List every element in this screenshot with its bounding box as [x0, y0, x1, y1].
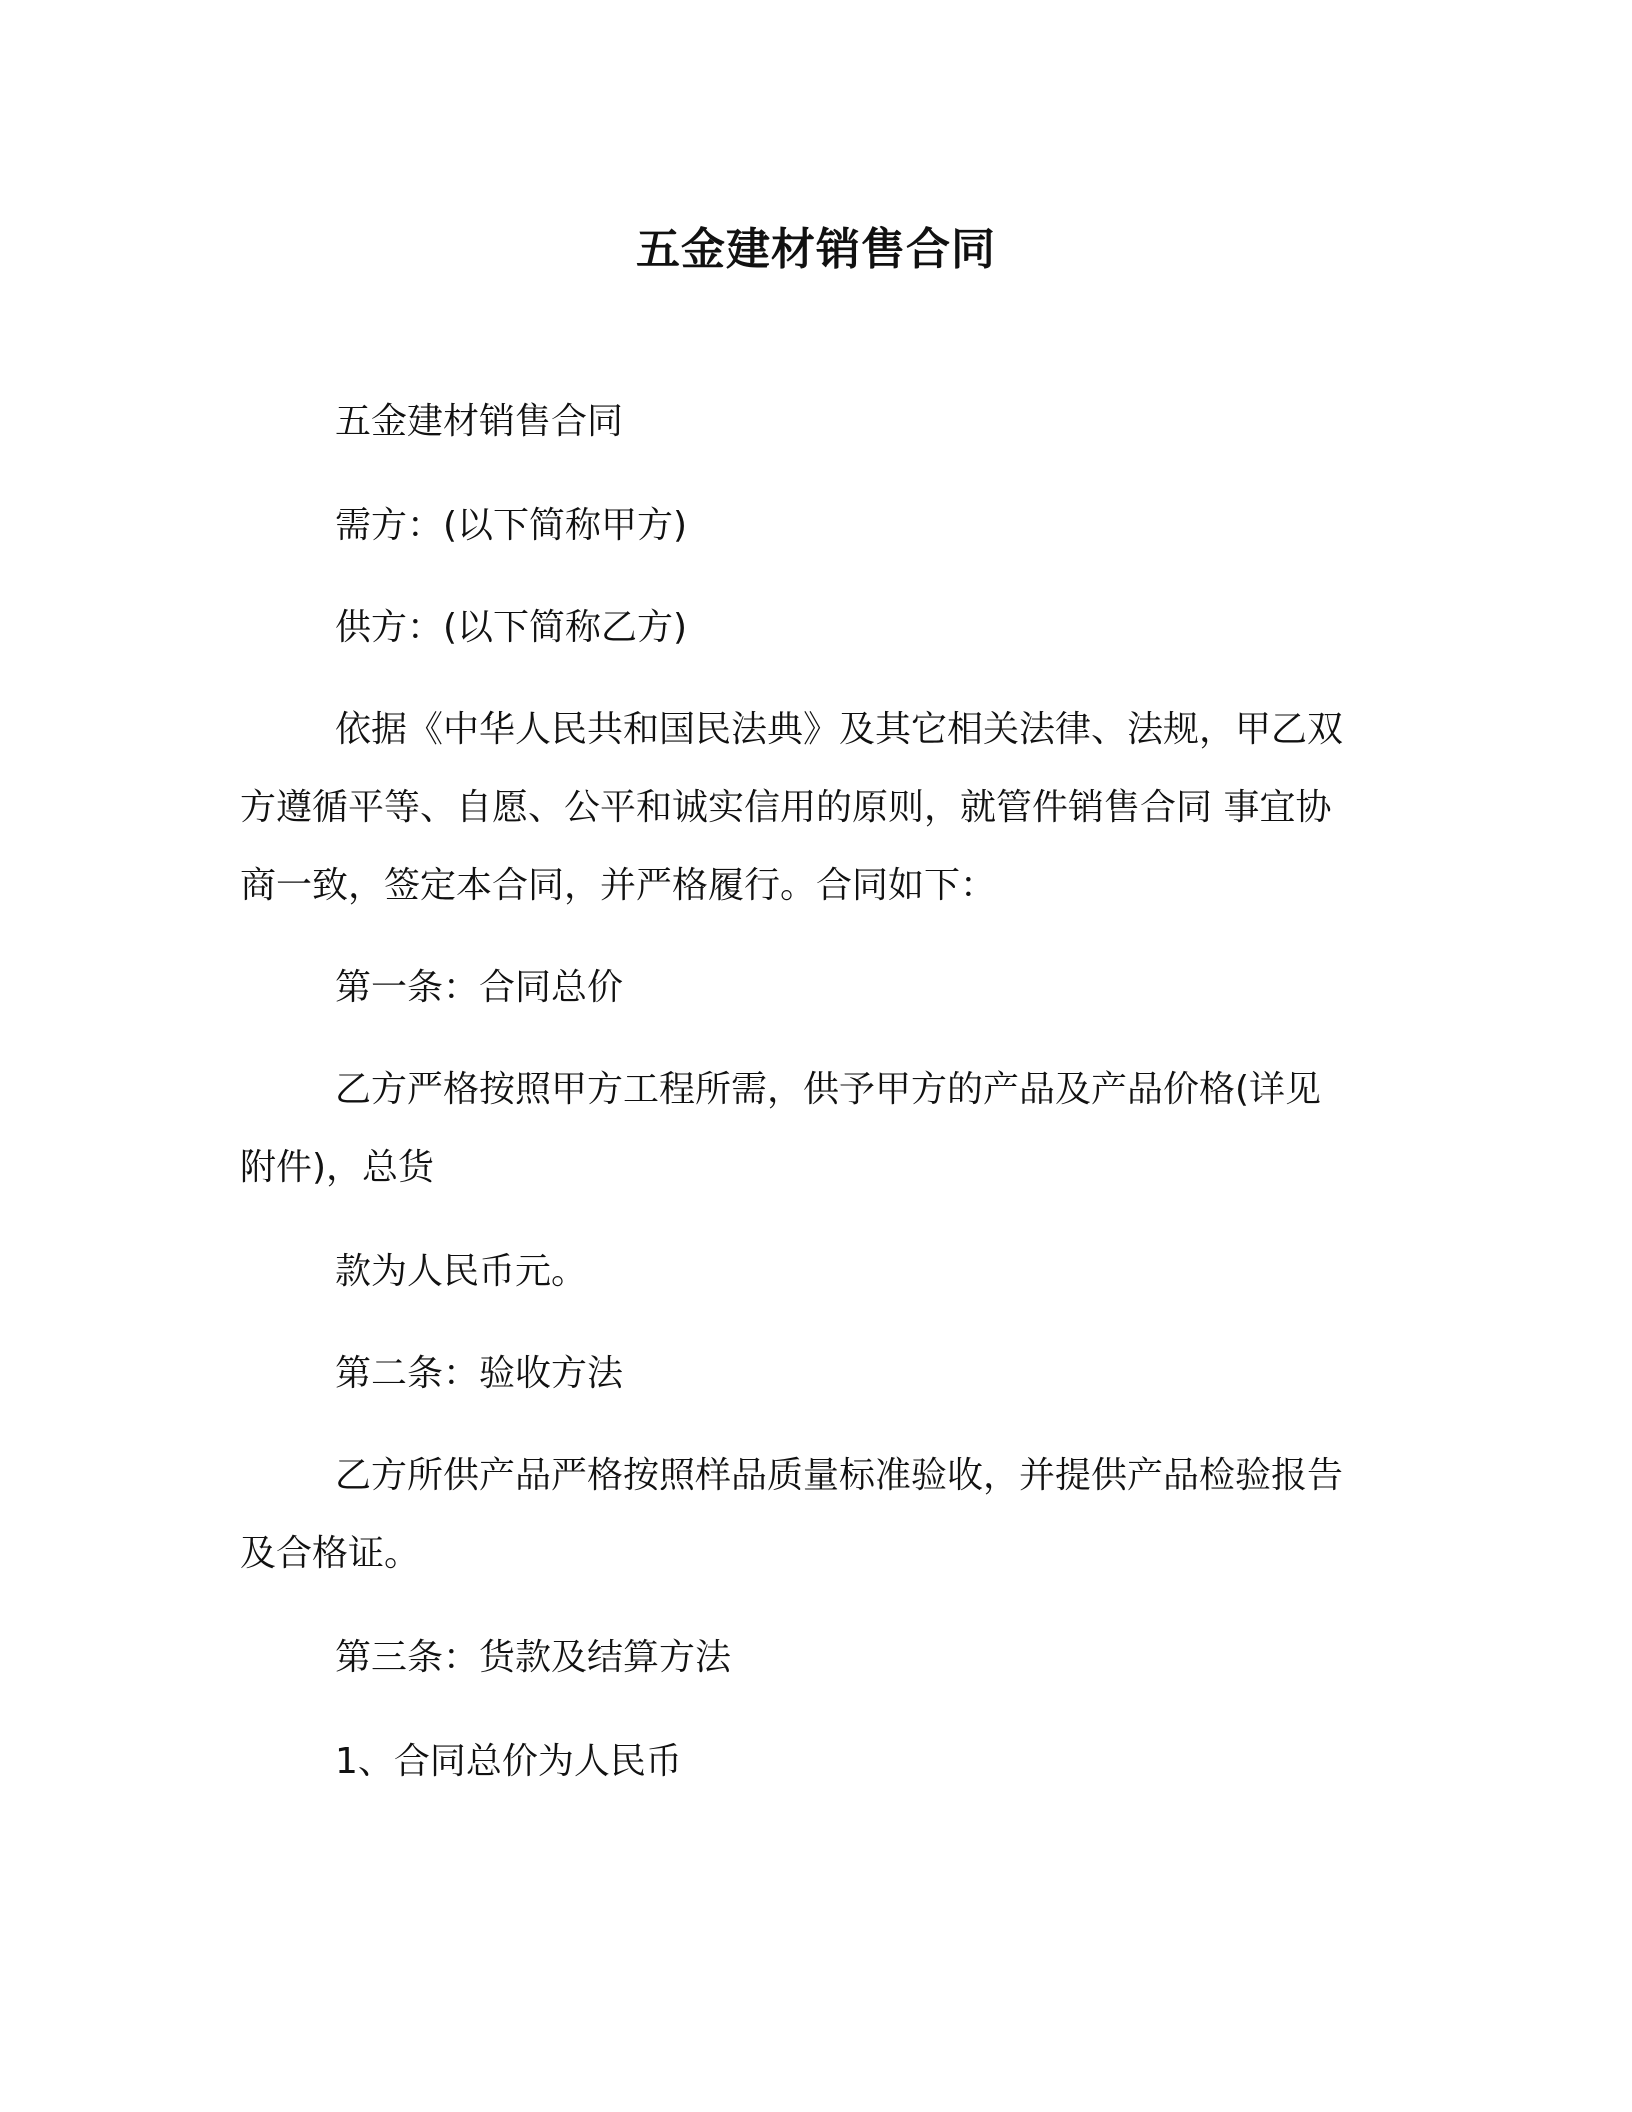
preamble-line-1: 依据《中华人民共和国民法典》及其它相关法律、法规，甲乙双 — [335, 709, 1344, 750]
document-title: 五金建材销售合同 — [636, 224, 996, 275]
article-3-heading: 第三条：货款及结算方法 — [335, 1637, 732, 1678]
preamble-line-2: 方遵循平等、自愿、公平和诚实信用的原则，就管件销售合同 事宜协 — [240, 787, 1332, 828]
article-1-line-3: 款为人民币元。 — [335, 1251, 588, 1292]
article-2-line-2: 及合格证。 — [240, 1533, 421, 1574]
article-1-line-1: 乙方严格按照甲方工程所需，供予甲方的产品及产品价格(详见 — [335, 1069, 1322, 1110]
article-1-heading: 第一条：合同总价 — [335, 967, 624, 1008]
article-2-line-1: 乙方所供产品严格按照样品质量标准验收，并提供产品检验报告 — [335, 1455, 1344, 1496]
preamble-line-3: 商一致，签定本合同，并严格履行。合同如下： — [240, 865, 997, 906]
party-a-line: 需方：(以下简称甲方) — [335, 505, 688, 546]
article-2-heading: 第二条：验收方法 — [335, 1353, 624, 1394]
article-1-line-2: 附件)，总货 — [240, 1147, 435, 1188]
article-3-item-1: 1、合同总价为人民币 — [335, 1741, 682, 1782]
party-b-line: 供方：(以下简称乙方) — [335, 607, 688, 648]
contract-subtitle: 五金建材销售合同 — [335, 401, 624, 442]
